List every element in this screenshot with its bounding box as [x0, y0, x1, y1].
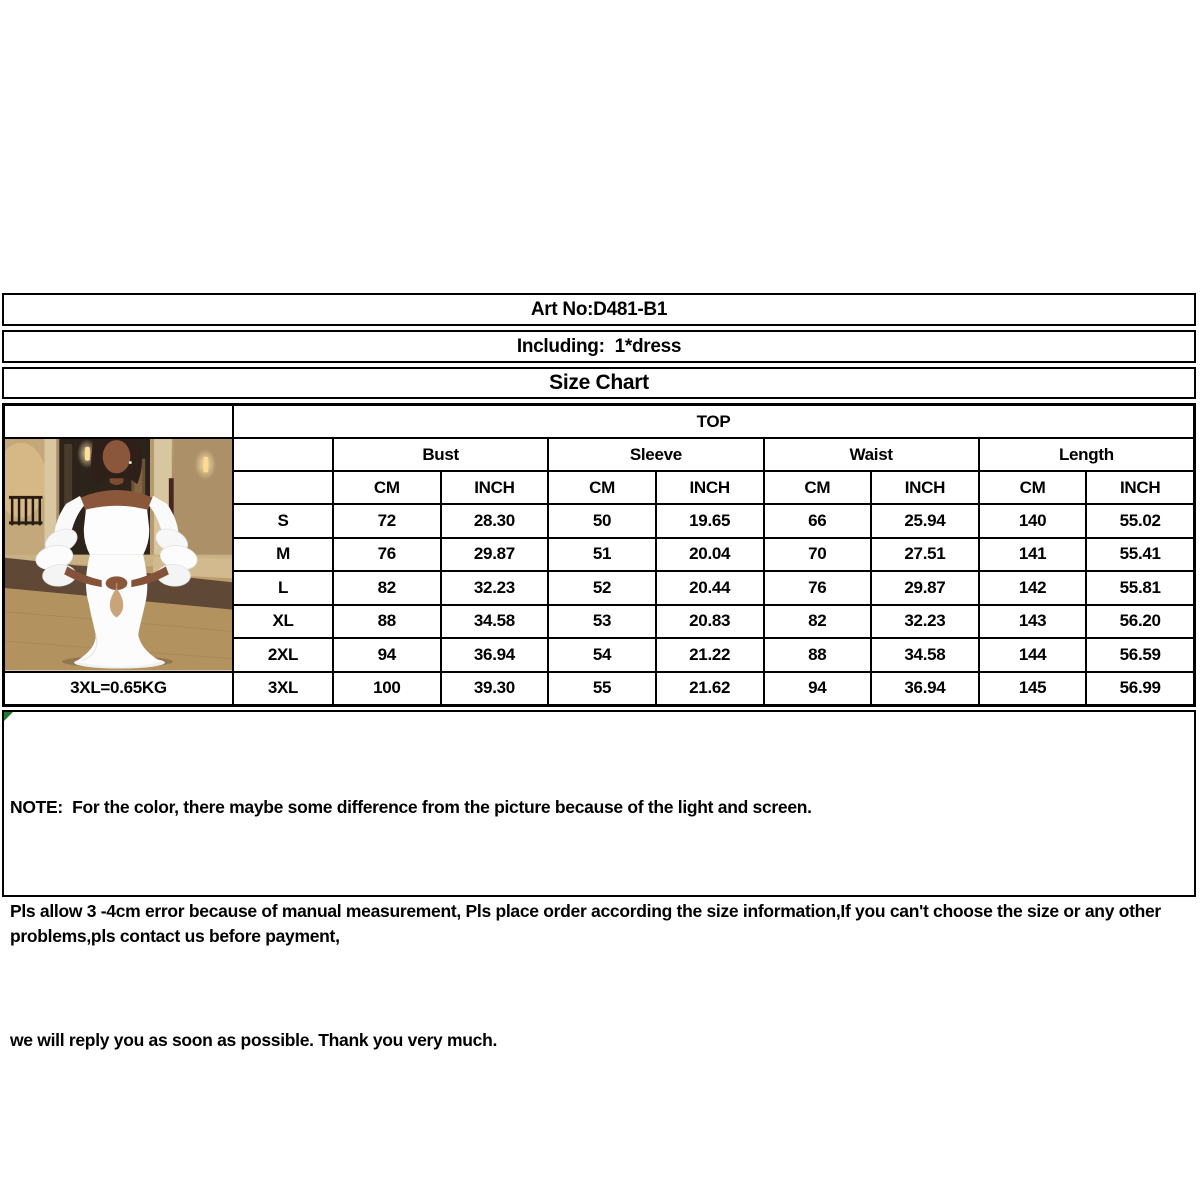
table-cell: 82 [764, 605, 872, 639]
table-cell: 32.23 [871, 605, 979, 639]
document-body [2, 293, 1196, 1051]
table-cell: 140 [979, 504, 1087, 538]
table-cell: 88 [333, 605, 441, 639]
table-cell: 143 [979, 605, 1087, 639]
unit-header-cm: CM [333, 471, 441, 504]
group-empty-cell [233, 438, 333, 471]
table-cell: 20.04 [656, 538, 764, 572]
dress-photo-illustration [5, 439, 232, 671]
notes-section [2, 710, 1196, 1051]
table-cell: 56.59 [1086, 638, 1194, 672]
table-cell: 142 [979, 571, 1087, 605]
table-cell: 70 [764, 538, 872, 572]
table-cell: 25.94 [871, 504, 979, 538]
table-cell: 55.41 [1086, 538, 1194, 572]
table-cell: 56.99 [1086, 672, 1194, 706]
table-cell: 66 [764, 504, 872, 538]
cell-comment-marker-icon [4, 712, 13, 721]
table-cell: 20.44 [656, 571, 764, 605]
table-cell: 19.65 [656, 504, 764, 538]
table-cell: 34.58 [441, 605, 549, 639]
table-cell: 21.62 [656, 672, 764, 706]
table-cell: 50 [548, 504, 656, 538]
table-cell: 76 [764, 571, 872, 605]
table-cell: 141 [979, 538, 1087, 572]
note-line-3: we will reply you as soon as possible. Thank you very much. [10, 1030, 498, 1051]
unit-header-inch: INCH [871, 471, 979, 504]
table-cell: 20.83 [656, 605, 764, 639]
table-cell: 76 [333, 538, 441, 572]
table-cell: 55.81 [1086, 571, 1194, 605]
table-cell: 144 [979, 638, 1087, 672]
size-label: XL [233, 605, 333, 639]
table-cell: 52 [548, 571, 656, 605]
table-cell: 54 [548, 638, 656, 672]
art-no-row: Art No:D481-B1 [2, 293, 1196, 326]
table-cell: 145 [979, 672, 1087, 706]
table-cell: 29.87 [871, 571, 979, 605]
size-label: M [233, 538, 333, 572]
table-cell: 82 [333, 571, 441, 605]
table-cell: 72 [333, 504, 441, 538]
table-cell: 56.20 [1086, 605, 1194, 639]
unit-header-cm: CM [764, 471, 872, 504]
table-cell: 55.02 [1086, 504, 1194, 538]
table-cell: 88 [764, 638, 872, 672]
product-photo [4, 438, 233, 672]
note-line-2: Pls allow 3 -4cm error because of manual measurement, Pls place order according the size information,If you can't choose the size or any other problems,pls contact us before payment, [10, 901, 1166, 946]
group-header-waist: Waist [764, 438, 979, 471]
size-chart-title: Size Chart [2, 367, 1196, 399]
table-section-title: TOP [233, 405, 1194, 438]
table-cell: 32.23 [441, 571, 549, 605]
size-label: S [233, 504, 333, 538]
table-cell: 36.94 [871, 672, 979, 706]
unit-header-cm: CM [979, 471, 1087, 504]
group-header-sleeve: Sleeve [548, 438, 763, 471]
table-cell: 94 [764, 672, 872, 706]
including-row: Including: 1*dress [2, 330, 1196, 363]
unit-header-inch: INCH [441, 471, 549, 504]
table-cell: 21.22 [656, 638, 764, 672]
size-label: 2XL [233, 638, 333, 672]
corner-empty-cell [4, 405, 233, 438]
table-cell: 29.87 [441, 538, 549, 572]
table-cell: 94 [333, 638, 441, 672]
table-cell: 39.30 [441, 672, 549, 706]
table-cell: 27.51 [871, 538, 979, 572]
unit-header-inch: INCH [1086, 471, 1194, 504]
size-label: 3XL [233, 672, 333, 706]
group-header-bust: Bust [333, 438, 548, 471]
table-cell: 55 [548, 672, 656, 706]
table-cell: 36.94 [441, 638, 549, 672]
weight-note: 3XL=0.65KG [4, 672, 233, 706]
table-cell: 51 [548, 538, 656, 572]
table-cell: 100 [333, 672, 441, 706]
group-header-length: Length [979, 438, 1194, 471]
table-cell: 28.30 [441, 504, 549, 538]
unit-empty-cell [233, 471, 333, 504]
unit-header-cm: CM [548, 471, 656, 504]
unit-header-inch: INCH [656, 471, 764, 504]
size-table [2, 403, 1196, 707]
table-cell: 53 [548, 605, 656, 639]
size-label: L [233, 571, 333, 605]
note-line-1: NOTE: For the color, there maybe some difference from the picture because of the light and screen. [10, 796, 812, 817]
table-cell: 34.58 [871, 638, 979, 672]
